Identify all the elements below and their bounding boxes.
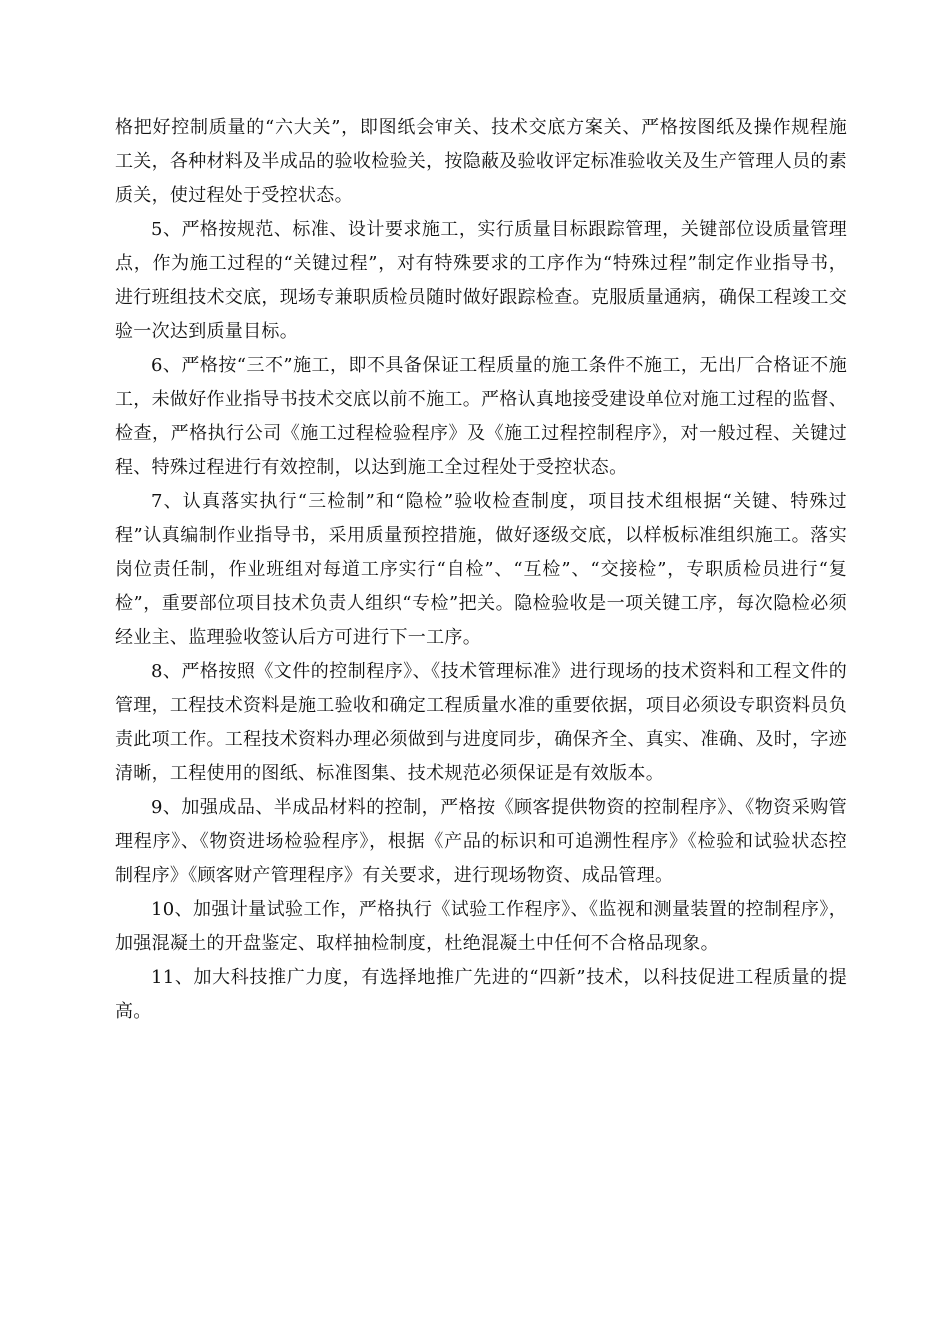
paragraph-item-10: 10、加强计量试验工作，严格执行《试验工作程序》、《监视和测量装置的控制程序》，加强混凝土的开盘鉴定、取样抽检制度，杜绝混凝土中任何不合格品现象。 [115,899,847,954]
paragraph-item-9: 9、加强成品、半成品材料的控制，严格按《顾客提供物资的控制程序》、《物资采购管理程序》、《物资进场检验程序》，根据《产品的标识和可追溯性程序》《检验和试验状态控制程序》《顾客财产管理程序》有关要求，进行现场物资、成品管理。 [115,797,847,886]
paragraph-item-11: 11、加大科技推广力度，有选择地推广先进的“四新”技术，以科技促进工程质量的提高。 [115,967,847,1022]
paragraph-item-6: 6、严格按“三不”施工，即不具备保证工程质量的施工条件不施工，无出厂合格证不施工，未做好作业指导书技术交底以前不施工。严格认真地接受建设单位对施工过程的监督、检查，严格执行公司《施工过程检验程序》及《施工过程控制程序》，对一般过程、关键过程、特殊过程进行有效控制，以达到施工全过程处于受控状态。 [115,355,847,478]
paragraph-continuation: 格把好控制质量的“六大关”，即图纸会审关、技术交底方案关、严格按图纸及操作规程施工关，各种材料及半成品的验收检验关，按隐蔽及验收评定标准验收关及生产管理人员的素质关，使过程处于受控状态。 [115,117,847,206]
paragraph-item-8: 8、严格按照《文件的控制程序》、《技术管理标准》进行现场的技术资料和工程文件的管理，工程技术资料是施工验收和确定工程质量水准的重要依据，项目必须设专职资料员负责此项工作。工程技术资料办理必须做到与进度同步，确保齐全、真实、准确、及时，字迹清晰，工程使用的图纸、标准图集、技术规范必须保证是有效版本。 [115,661,847,784]
paragraph-item-7: 7、认真落实执行“三检制”和“隐检”验收检查制度，项目技术组根据“关键、特殊过程”认真编制作业指导书，采用质量预控措施，做好逐级交底，以样板标准组织施工。落实岗位责任制，作业班组对每道工序实行“自检”、“互检”、“交接检”，专职质检员进行“复检”，重要部位项目技术负责人组织“专检”把关。隐检验收是一项关键工序，每次隐检必须经业主、监理验收签认后方可进行下一工序。 [115,491,847,648]
paragraph-item-5: 5、严格按规范、标准、设计要求施工，实行质量目标跟踪管理，关键部位设质量管理点，作为施工过程的“关键过程”，对有特殊要求的工序作为“特殊过程”制定作业指导书，进行班组技术交底，现场专兼职质检员随时做好跟踪检查。克服质量通病，确保工程竣工交验一次达到质量目标。 [115,219,847,342]
document-body [115,111,847,1029]
